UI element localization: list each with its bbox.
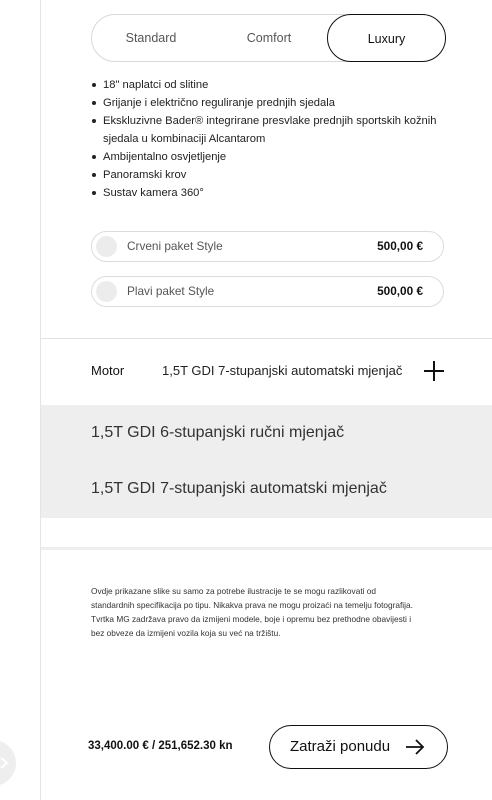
trim-tab-standard[interactable]: Standard (125, 31, 177, 45)
feature-item: Panoramski krov (91, 166, 451, 184)
plus-icon[interactable] (424, 361, 444, 381)
package-name: Plavi paket Style (127, 284, 215, 298)
feature-item: Sustav kamera 360° (91, 184, 451, 202)
disclaimer-text: Ovdje prikazane slike su samo za potrebe ilustracije te se mogu razlikovati od standardnih specifikacija po tipu. Nikakva prava ne mogu proizaći na temelju fotografija. Tvrtka MG zadržava pravo da izmijeni modele, boje i opremu bez prethodne obavijesti i bez obveze da izmijeni vozila koja su već na tržištu. (91, 586, 413, 638)
section-divider (41, 338, 492, 339)
section-divider (41, 547, 492, 550)
package-name: Crveni paket Style (127, 239, 223, 253)
motor-option-automatic[interactable]: 1,5T GDI 7-stupanjski automatski mjenjač (91, 480, 387, 497)
request-offer-button[interactable] (269, 725, 448, 769)
feature-list (91, 76, 451, 202)
motor-option-manual[interactable]: 1,5T GDI 6-stupanjski ručni mjenjač (91, 424, 345, 441)
feature-item: Ekskluzivne Bader® integrirane presvlake prednjih sportskih kožnih sjedala u kombinaciji Alcantarom (91, 112, 451, 148)
feature-item: Grijanje i električno reguliranje prednjih sjedala (91, 94, 451, 112)
package-checkbox[interactable] (96, 236, 117, 257)
trim-tab-luxury[interactable]: Luxury (327, 14, 446, 62)
package-price: 500,00 € (377, 284, 423, 298)
total-price: 33,400.00 € / 251,652.30 kn (88, 740, 233, 752)
trim-selector (91, 14, 445, 62)
motor-selected-value[interactable]: 1,5T GDI 7-stupanjski automatski mjenjač (162, 363, 403, 378)
package-option-red-style[interactable] (91, 231, 444, 262)
side-nav-button[interactable] (0, 740, 16, 786)
package-checkbox[interactable] (96, 281, 117, 302)
package-option-blue-style[interactable] (91, 276, 444, 307)
arrow-right-icon (405, 738, 425, 756)
motor-options-list (41, 405, 492, 518)
package-price: 500,00 € (377, 239, 423, 253)
trim-tab-comfort[interactable]: Comfort (246, 31, 292, 45)
motor-label: Motor (91, 363, 125, 378)
chevron-right-icon (0, 756, 10, 770)
feature-item: Ambijentalno osvjetljenje (91, 148, 451, 166)
configurator-panel (40, 0, 492, 800)
request-offer-label: Zatraži ponudu (290, 738, 391, 755)
feature-item: 18" naplatci od slitine (91, 76, 451, 94)
